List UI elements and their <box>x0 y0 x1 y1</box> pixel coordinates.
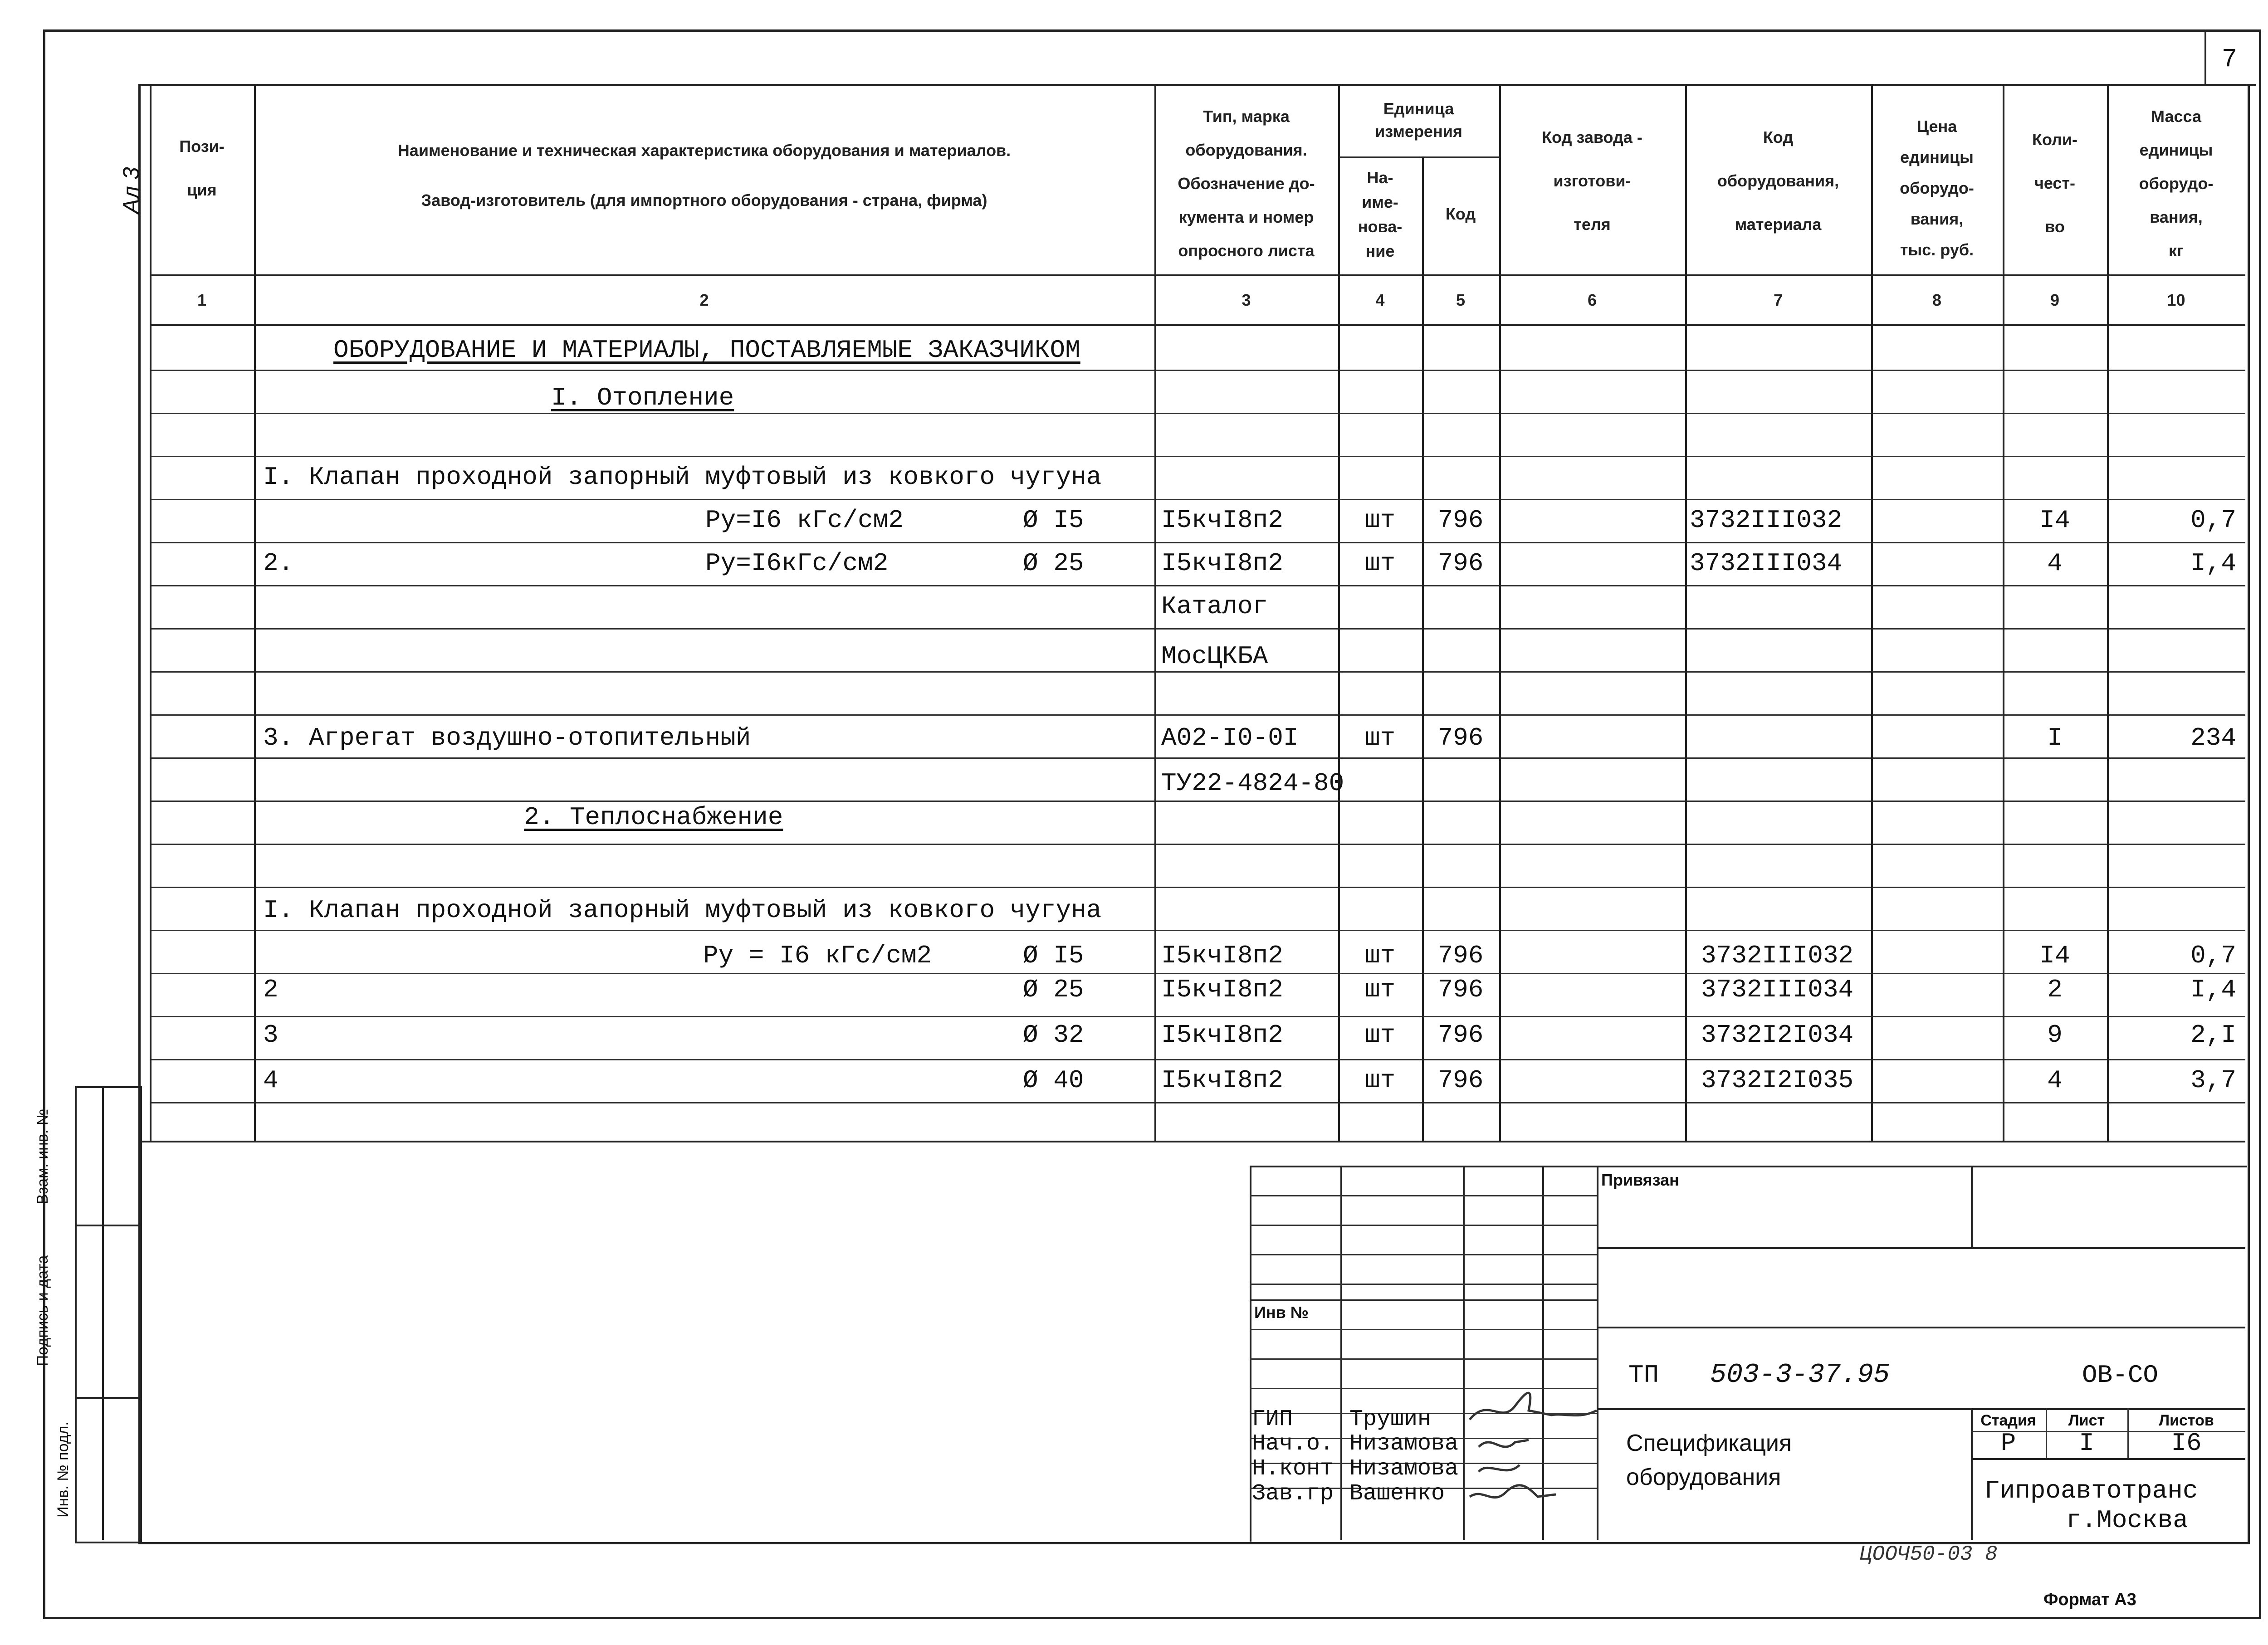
item-quantity: 2 <box>2047 975 2063 1004</box>
col-number: 4 <box>1375 291 1385 309</box>
col-number: 2 <box>699 291 709 309</box>
role-name: Трушин <box>1349 1406 1432 1432</box>
format-label: Формат А3 <box>2043 1590 2136 1609</box>
item-unit-code: 796 <box>1437 1066 1484 1095</box>
item-type: I5кчI8п2 <box>1161 1020 1283 1049</box>
item-spec: ТУ22-4824-80 <box>1161 769 1344 798</box>
row-line <box>150 714 2245 716</box>
item-title: I. Клапан проходной запорный муфтовый из ковкого чугуна <box>263 896 1102 925</box>
tb-row <box>1250 1329 1597 1330</box>
item-mass: I,4 <box>2190 549 2236 578</box>
stamp-divider <box>75 1225 138 1226</box>
item-quantity: 4 <box>2047 549 2063 578</box>
item-equipment-code: 3732I2I035 <box>1701 1066 1854 1095</box>
role-label: ГИП <box>1252 1406 1293 1432</box>
row-line <box>150 585 2245 586</box>
item-type: I5кчI8п2 <box>1161 549 1283 578</box>
item-equipment-code: 3732III032 <box>1701 941 1854 970</box>
row-line <box>150 542 2245 543</box>
item-title: 3. Агрегат воздушно-отопительный <box>263 723 751 752</box>
tb-row <box>1250 1284 1597 1285</box>
subsection-title: 2. Теплоснабжение <box>524 803 783 832</box>
item-dn: Ø 25 <box>1023 975 1084 1004</box>
item-unit-code: 796 <box>1437 723 1484 752</box>
tb-row <box>1597 1247 2245 1249</box>
colnum-bottom-line <box>150 324 2245 326</box>
header-bottom-line <box>150 274 2245 276</box>
tb-row <box>1250 1358 1597 1360</box>
tb-row <box>1250 1195 1597 1196</box>
item-type: I5кчI8п2 <box>1161 1066 1283 1095</box>
tb-row <box>1597 1327 2245 1328</box>
item-unit-code: 796 <box>1437 975 1484 1004</box>
tb-line <box>1340 1166 1342 1540</box>
row-line <box>150 887 2245 888</box>
item-quantity: I <box>2047 723 2063 752</box>
sheet-value: I <box>2079 1429 2094 1458</box>
item-number: 2. <box>263 549 294 578</box>
item-dn: Ø I5 <box>1023 506 1084 535</box>
item-dn: Ø 25 <box>1023 549 1084 578</box>
role-label: Нач.о. <box>1252 1431 1334 1457</box>
unit-header-line <box>1338 156 1499 158</box>
side-note: Ал 3 <box>118 167 144 214</box>
item-unit-code: 796 <box>1437 549 1484 578</box>
header-name-line1: Наименование и техническая характеристика оборудования и материалов. <box>397 141 1011 160</box>
item-dn: Ø I5 <box>1023 941 1084 970</box>
item-type: I5кчI8п2 <box>1161 975 1283 1004</box>
row-line <box>150 628 2245 630</box>
stamp-divider <box>75 1397 138 1399</box>
row-line <box>150 973 2245 974</box>
item-unit: шт <box>1364 506 1396 535</box>
item-unit: шт <box>1364 941 1396 970</box>
item-number: 2 <box>263 975 279 1004</box>
item-unit-code: 796 <box>1437 941 1484 970</box>
row-line <box>150 1059 2245 1060</box>
item-mass: 2,I <box>2190 1020 2236 1049</box>
item-pressure: Ру = I6 кГс/см2 <box>703 941 932 970</box>
item-quantity: 4 <box>2047 1066 2063 1095</box>
doc-code: 503-3-37.95 <box>1710 1360 1890 1391</box>
item-mass: 0,7 <box>2190 941 2236 970</box>
header-factory-code: Код завода - изготови- теля <box>1542 128 1642 234</box>
tb-line <box>1971 1166 1973 1247</box>
item-unit: шт <box>1364 549 1396 578</box>
item-type: I5кчI8п2 <box>1161 941 1283 970</box>
item-dn: Ø 32 <box>1023 1020 1084 1049</box>
item-unit-code: 796 <box>1437 506 1484 535</box>
item-equipment-code: 3732I2I034 <box>1701 1020 1854 1049</box>
item-title: I. Клапан проходной запорный муфтовый из ковкого чугуна <box>263 463 1102 492</box>
col-number: 8 <box>1932 291 1942 309</box>
item-quantity: I4 <box>2039 941 2070 970</box>
item-pressure: Ру=I6 кГс/см2 <box>705 506 904 535</box>
org-name: Гипроавтотранс <box>1984 1476 2198 1505</box>
header-equipment-code: Код оборудования, материала <box>1717 128 1839 234</box>
col-line <box>150 84 152 1141</box>
item-quantity: 9 <box>2047 1020 2063 1049</box>
row-line <box>150 671 2245 673</box>
col-line <box>254 84 256 1141</box>
signature-stroke <box>1479 1440 1529 1447</box>
row-line <box>150 757 2245 759</box>
role-name: Вашенко <box>1349 1481 1445 1507</box>
archive-note: ЦООЧ50-03 8 <box>1860 1542 1998 1566</box>
doc-code-prefix: ТП <box>1628 1361 1659 1390</box>
doc-mark: ОВ-СО <box>2082 1361 2159 1390</box>
vzam-label: Взам. инв. № <box>34 1108 51 1205</box>
stage-value: Р <box>2000 1429 2016 1458</box>
col-number: 9 <box>2050 291 2060 309</box>
header-quantity: Коли- чест- во <box>2032 130 2078 236</box>
row-line <box>150 456 2245 457</box>
row-line <box>150 413 2245 414</box>
item-number: 3 <box>263 1020 279 1049</box>
item-equipment-code: 3732III034 <box>1690 549 1843 578</box>
inv-podl-label: Инв. № подл. <box>54 1421 72 1518</box>
catalog-label: Каталог <box>1161 592 1268 621</box>
item-unit: шт <box>1364 723 1396 752</box>
header-unit-code: Код <box>1445 205 1476 223</box>
stage-label: Стадия <box>1980 1412 2036 1429</box>
stamp-divider <box>102 1086 104 1540</box>
signature-stroke <box>1470 1485 1556 1498</box>
role-label: Н.конт <box>1252 1456 1334 1482</box>
sheets-label: Листов <box>2159 1412 2214 1429</box>
header-price: Цена единицы оборудо- вания, тыс. руб. <box>1900 117 1974 259</box>
sheet-label: Лист <box>2068 1412 2105 1429</box>
row-line <box>150 844 2245 845</box>
col-number: 1 <box>197 291 207 309</box>
sheets-value: I6 <box>2171 1429 2202 1458</box>
catalog-source: МосЦКБА <box>1161 642 1268 671</box>
header-type: Тип, марка оборудования. Обозначение до- кумента и номер опросного листа <box>1178 107 1315 260</box>
row-line <box>150 1016 2245 1017</box>
inv-no-label: Инв № <box>1254 1303 1309 1322</box>
tb-row <box>1250 1254 1597 1255</box>
item-mass: I,4 <box>2190 975 2236 1004</box>
item-equipment-code: 3732III032 <box>1690 506 1843 535</box>
section-title: ОБОРУДОВАНИЕ И МАТЕРИАЛЫ, ПОСТАВЛЯЕМЫЕ ЗАКАЗЧИКОМ <box>333 336 1080 365</box>
row-line <box>150 801 2245 802</box>
item-mass: 234 <box>2190 723 2236 752</box>
role-name: Низамова <box>1349 1456 1459 1482</box>
table-bottom-line <box>138 1141 2245 1142</box>
item-quantity: I4 <box>2039 506 2070 535</box>
org-city: г.Москва <box>2066 1506 2188 1535</box>
item-unit-code: 796 <box>1437 1020 1484 1049</box>
item-unit: шт <box>1364 1066 1396 1095</box>
item-type: I5кчI8п2 <box>1161 506 1283 535</box>
item-pressure: Ру=I6кГс/см2 <box>705 549 889 578</box>
row-line <box>150 370 2245 371</box>
row-line <box>150 499 2245 500</box>
col-number: 7 <box>1773 291 1783 309</box>
header-mass: Масса единицы оборудо- вания, кг <box>2139 107 2214 260</box>
item-number: 4 <box>263 1066 279 1095</box>
row-line <box>150 1102 2245 1103</box>
item-dn: Ø 40 <box>1023 1066 1084 1095</box>
doc-title-line1: Спецификация <box>1626 1430 1792 1456</box>
item-unit: шт <box>1364 1020 1396 1049</box>
privyazan-label: Привязан <box>1601 1171 1679 1189</box>
signature-stroke <box>1470 1393 1597 1420</box>
item-unit: шт <box>1364 975 1396 1004</box>
col-number: 3 <box>1242 291 1251 309</box>
header-name-line2: Завод-изготовитель (для импортного оборудования - страна, фирма) <box>421 191 987 210</box>
header-position: Пози- ция <box>179 137 225 199</box>
sheet-number: 7 <box>2222 43 2237 72</box>
subsection-title: I. Отопление <box>551 383 734 412</box>
role-name: Низамова <box>1349 1431 1459 1457</box>
col-number: 6 <box>1587 291 1597 309</box>
item-equipment-code: 3732III034 <box>1701 975 1854 1004</box>
tb-row <box>1250 1225 1597 1226</box>
item-mass: 0,7 <box>2190 506 2236 535</box>
header-unit: Единица измерения <box>1375 99 1462 141</box>
signature-scribbles <box>1461 1379 1610 1515</box>
header-unit-name: На- име- нова- ние <box>1358 168 1403 260</box>
signature-stroke <box>1479 1465 1520 1472</box>
col-number: 10 <box>2167 291 2185 309</box>
role-label: Зав.гр <box>1252 1481 1334 1507</box>
doc-title-line2: оборудования <box>1626 1464 1781 1490</box>
item-mass: 3,7 <box>2190 1066 2236 1095</box>
tb-row <box>1971 1458 2245 1460</box>
col-number: 5 <box>1456 291 1466 309</box>
row-line <box>150 930 2245 931</box>
item-type: А02-I0-0I <box>1161 723 1299 752</box>
left-margin-stamp <box>75 1086 142 1543</box>
podpis-label: Подпись и дата <box>34 1255 51 1367</box>
